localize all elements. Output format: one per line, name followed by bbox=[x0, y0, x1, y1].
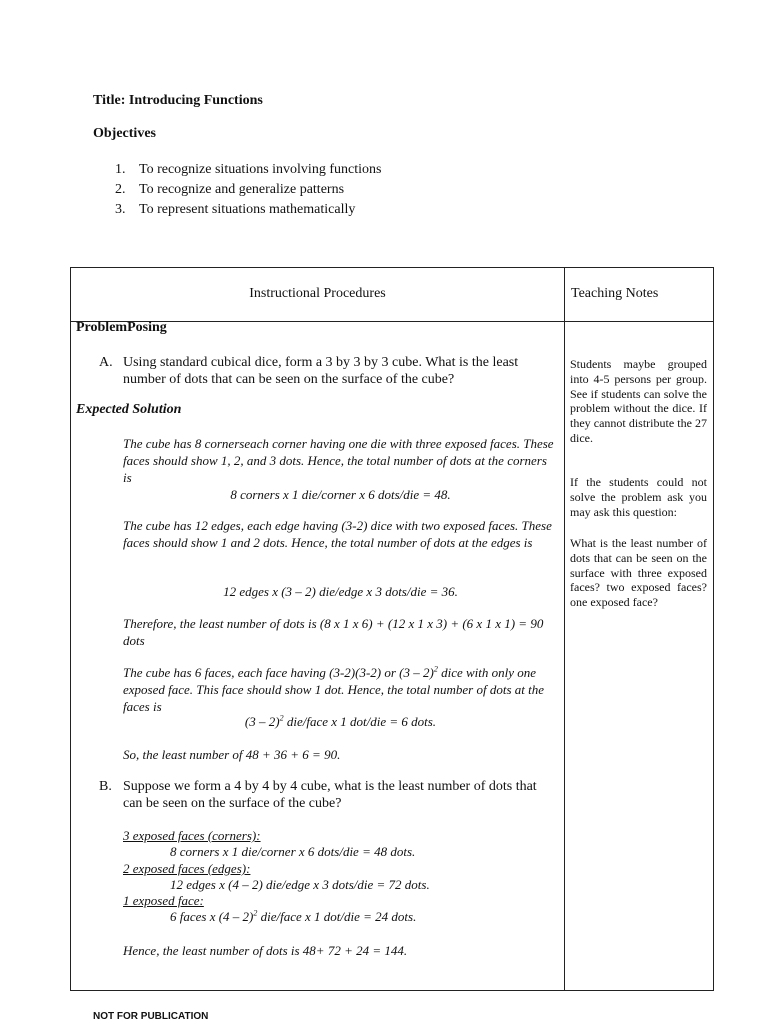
b-face-equation: 6 faces x (4 – 2)$^2$ die/face x 1 dot/die = 24 dots. bbox=[170, 908, 417, 924]
expected-solution-heading: Expected Solution bbox=[76, 402, 182, 417]
notes-header: Teaching Notes bbox=[571, 286, 659, 301]
corners-paragraph: The cube has 8 cornerseach corner having one die with three exposed faces. These faces should show 1, 2, and 3 dots. Hence, the total number of dots at the corners is bbox=[123, 436, 554, 485]
section-heading: ProblemPosing bbox=[76, 320, 167, 335]
problem-a bbox=[99, 354, 559, 390]
corners-equation: 8 corners x 1 die/corner x 6 dots/die = 48. bbox=[230, 487, 451, 502]
problem-b-text: Suppose we form a 4 by 4 by 4 cube, what is the least number of dots that can be seen on the surface of the cube? bbox=[123, 779, 537, 811]
column-divider bbox=[564, 268, 565, 990]
document-title: Title: Introducing Functions bbox=[93, 93, 263, 108]
b-edges-label: 2 exposed faces (edges): bbox=[123, 861, 251, 876]
problem-b bbox=[99, 778, 559, 814]
teaching-note: Students maybe grouped into 4-5 persons per group. See if students can solve the problem without the dice. If they cannot distribute the 27 dice. bbox=[570, 357, 707, 445]
b-corners-label: 3 exposed faces (corners): bbox=[123, 828, 261, 843]
objective-item: 1. To recognize situations involving functions bbox=[115, 162, 382, 177]
objectives-heading: Objectives bbox=[93, 126, 156, 141]
objectives-list bbox=[115, 160, 381, 220]
therefore-line: Therefore, the least number of dots is (8 x 1 x 6) + (12 x 1 x 3) + (6 x 1 x 1) = 90 dots bbox=[123, 616, 544, 648]
footer-label: NOT FOR PUBLICATION bbox=[93, 1011, 209, 1022]
edges-paragraph: The cube has 12 edges, each edge having (3-2) dice with two exposed faces. These faces should show 1 and 2 dots. Hence, the total number of dots at the edges is bbox=[123, 518, 552, 550]
faces-paragraph: The cube has 6 faces, each face having (3-2)(3-2) or (3 – 2)$^2$ dice with only one exposed face. This face should show 1 dot. Hence, the total number of dots at the faces is bbox=[123, 664, 544, 714]
teaching-note: What is the least number of dots that can be seen on the surface with three exposed faces? two exposed faces? one exposed face? bbox=[570, 536, 707, 610]
b-face-label: 1 exposed face: bbox=[123, 893, 204, 908]
problem-a-text: Using standard cubical dice, form a 3 by 3 by 3 cube. What is the least number of dots that can be seen on the surface of the cube? bbox=[123, 355, 519, 387]
procedures-header: Instructional Procedures bbox=[249, 286, 386, 301]
teaching-note: If the students could not solve the problem ask you may ask this question: bbox=[570, 475, 707, 519]
edges-equation: 12 edges x (3 – 2) die/edge x 3 dots/die = 36. bbox=[223, 584, 458, 599]
objective-item: 2. To recognize and generalize patterns bbox=[115, 182, 345, 197]
header-divider bbox=[71, 321, 713, 322]
problem-a-label: A. bbox=[99, 355, 113, 370]
faces-equation: (3 – 2)$^2$ die/face x 1 dot/die = 6 dots. bbox=[244, 713, 437, 729]
b-corners-equation: 8 corners x 1 die/corner x 6 dots/die = 48 dots. bbox=[170, 844, 416, 859]
problem-b-label: B. bbox=[99, 779, 112, 794]
objective-item: 3. To represent situations mathematically bbox=[115, 202, 356, 217]
b-edges-equation: 12 edges x (4 – 2) die/edge x 3 dots/die = 72 dots. bbox=[170, 877, 430, 892]
so-line: So, the least number of 48 + 36 + 6 = 90. bbox=[123, 747, 341, 762]
b-hence-line: Hence, the least number of dots is 48+ 72 + 24 = 144. bbox=[123, 943, 408, 958]
